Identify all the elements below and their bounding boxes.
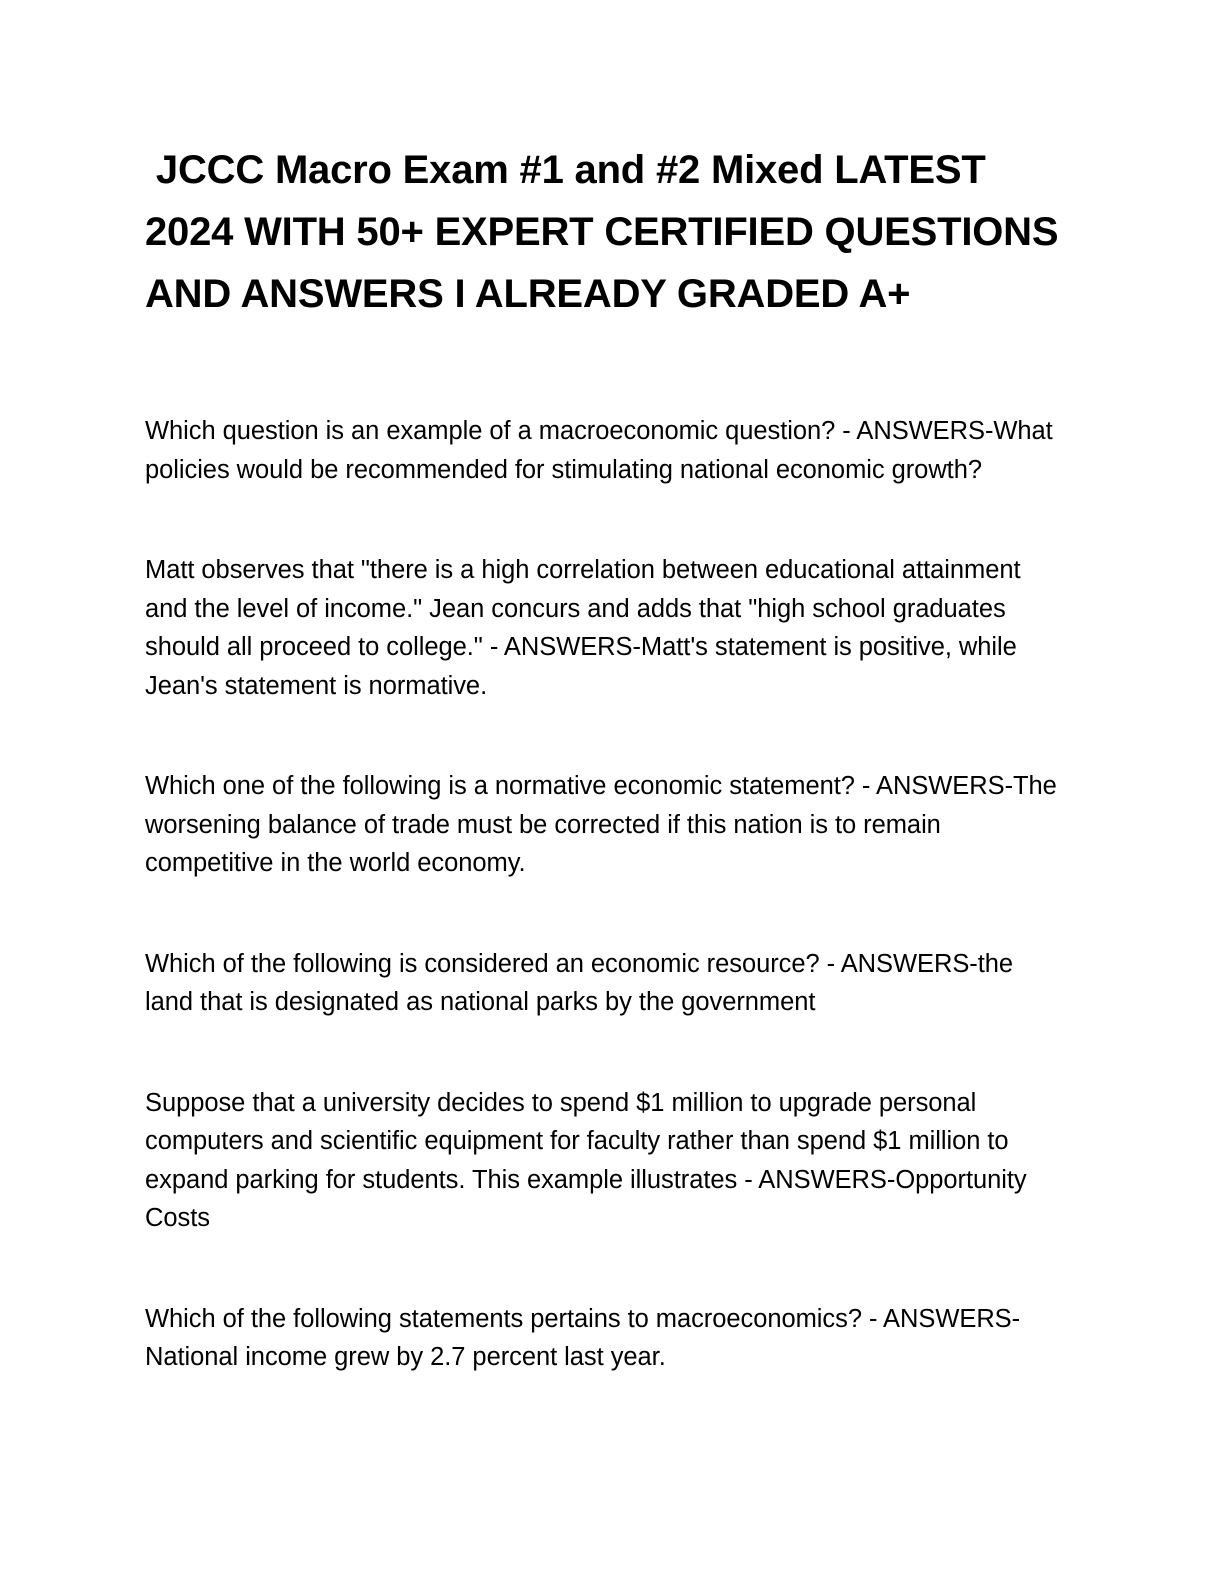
document-content: [145, 0, 1068, 1377]
qa-item: Which one of the following is a normative economic statement? - ANSWERS-The worsening balance of trade must be corrected if this nation is to remain competitive in the world economy.: [145, 772, 1057, 877]
qa-item: Which of the following statements pertains to macroeconomics? - ANSWERS-National income grew by 2.7 percent last year.: [145, 1304, 1021, 1371]
qa-item: Matt observes that "there is a high correlation between educational attainment and the level of income." Jean concurs and adds that "high school graduates should all proceed to college." - ANSWERS-Matt's statement is positive, while Jean's statement is normative.: [145, 556, 1021, 700]
qa-item: Suppose that a university decides to spend $1 million to upgrade personal computers and scientific equipment for faculty rather than spend $1 million to expand parking for students. This example illustrates - ANSWERS-Opportunity Costs: [145, 1088, 1027, 1232]
qa-item: Which question is an example of a macroeconomic question? - ANSWERS-What policies would be recommended for stimulating national economic growth?: [145, 417, 1053, 484]
qa-list: [145, 412, 1060, 1377]
qa-item: Which of the following is considered an economic resource? - ANSWERS-the land that is designated as national parks by the government: [145, 949, 1014, 1016]
page-title: JCCC Macro Exam #1 and #2 Mixed LATEST 2024 WITH 50+ EXPERT CERTIFIED QUESTIONS AND ANSWERS I ALREADY GRADED A+: [145, 148, 1068, 316]
